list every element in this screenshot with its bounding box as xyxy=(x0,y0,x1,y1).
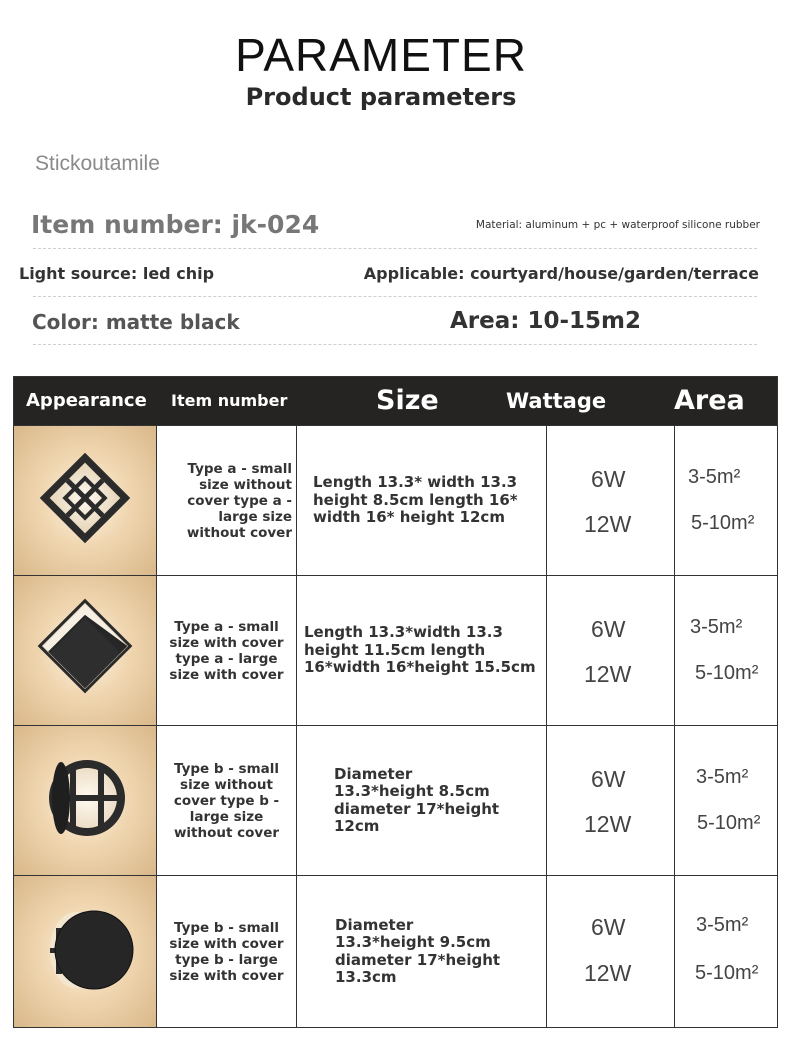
item-number-cell: Type b - small size without cover type b - large size without cover xyxy=(173,760,280,841)
wattage-small: 6W xyxy=(591,466,626,492)
area-large: 5-10m² xyxy=(695,962,759,984)
info-row-light-source xyxy=(19,250,759,297)
area-small: 3-5m² xyxy=(688,466,741,488)
page-subtitle: Product parameters xyxy=(245,83,517,111)
area-label: Area: 10-15m2 xyxy=(450,308,641,334)
lamp-image xyxy=(14,576,156,725)
area-large: 5-10m² xyxy=(695,662,759,684)
table-row xyxy=(14,425,777,575)
lamp-image xyxy=(14,426,156,575)
size-cell: Diameter 13.3*height 8.5cm diameter 17*height 12cm xyxy=(334,764,500,835)
brand-name: Stickoutamile xyxy=(35,152,160,175)
table-row xyxy=(14,875,777,1027)
wattage-large: 12W xyxy=(584,661,632,687)
lamp-image xyxy=(14,876,156,1027)
header-wattage: Wattage xyxy=(506,389,607,413)
parameters-table xyxy=(13,376,778,1028)
item-number-cell: Type b - small size with cover type b - large size with cover xyxy=(169,919,284,984)
wattage-large: 12W xyxy=(584,960,632,986)
area-large: 5-10m² xyxy=(697,812,761,834)
area-small: 3-5m² xyxy=(696,766,749,788)
wattage-small: 6W xyxy=(591,914,626,940)
size-cell: Diameter 13.3*height 9.5cm diameter 17*height 13.3cm xyxy=(335,915,501,986)
header-appearance: Appearance xyxy=(26,390,147,411)
applicable-label: Applicable: courtyard/house/garden/terrace xyxy=(363,264,759,283)
header-item-number: Item number xyxy=(171,391,288,410)
wattage-large: 12W xyxy=(584,811,632,837)
lamp-round-covered-icon xyxy=(50,911,133,989)
lamp-image xyxy=(14,726,156,875)
wattage-small: 6W xyxy=(591,616,626,642)
lamp-round-open-icon xyxy=(49,760,125,836)
material-label: Material: aluminum + pc + waterproof silicone rubber xyxy=(475,219,760,231)
table-row xyxy=(14,725,777,875)
header-size: Size xyxy=(376,385,439,416)
table-header xyxy=(14,377,777,425)
page-title: PARAMETER xyxy=(235,29,527,81)
wattage-small: 6W xyxy=(591,766,626,792)
wattage-large: 12W xyxy=(584,511,632,537)
area-small: 3-5m² xyxy=(696,914,749,936)
size-cell: Length 13.3*width 13.3 height 11.5cm length 16*width 16*height 15.5cm xyxy=(304,623,536,677)
info-row-item-number xyxy=(31,202,760,249)
item-number-cell: Type a - small size with cover type a - large size with cover xyxy=(169,618,284,683)
item-number-label: Item number: jk-024 xyxy=(31,210,320,239)
color-label: Color: matte black xyxy=(32,310,240,334)
info-row-color xyxy=(33,298,757,345)
area-large: 5-10m² xyxy=(691,512,755,534)
light-source-label: Light source: led chip xyxy=(19,264,215,283)
header-area: Area xyxy=(674,385,745,416)
item-number-cell: Type a - small size without cover type a - large size without cover xyxy=(186,460,292,541)
table-row xyxy=(14,575,777,725)
area-small: 3-5m² xyxy=(690,616,743,638)
size-cell: Length 13.3* width 13.3 height 8.5cm length 16* width 16* height 12cm xyxy=(313,473,518,527)
